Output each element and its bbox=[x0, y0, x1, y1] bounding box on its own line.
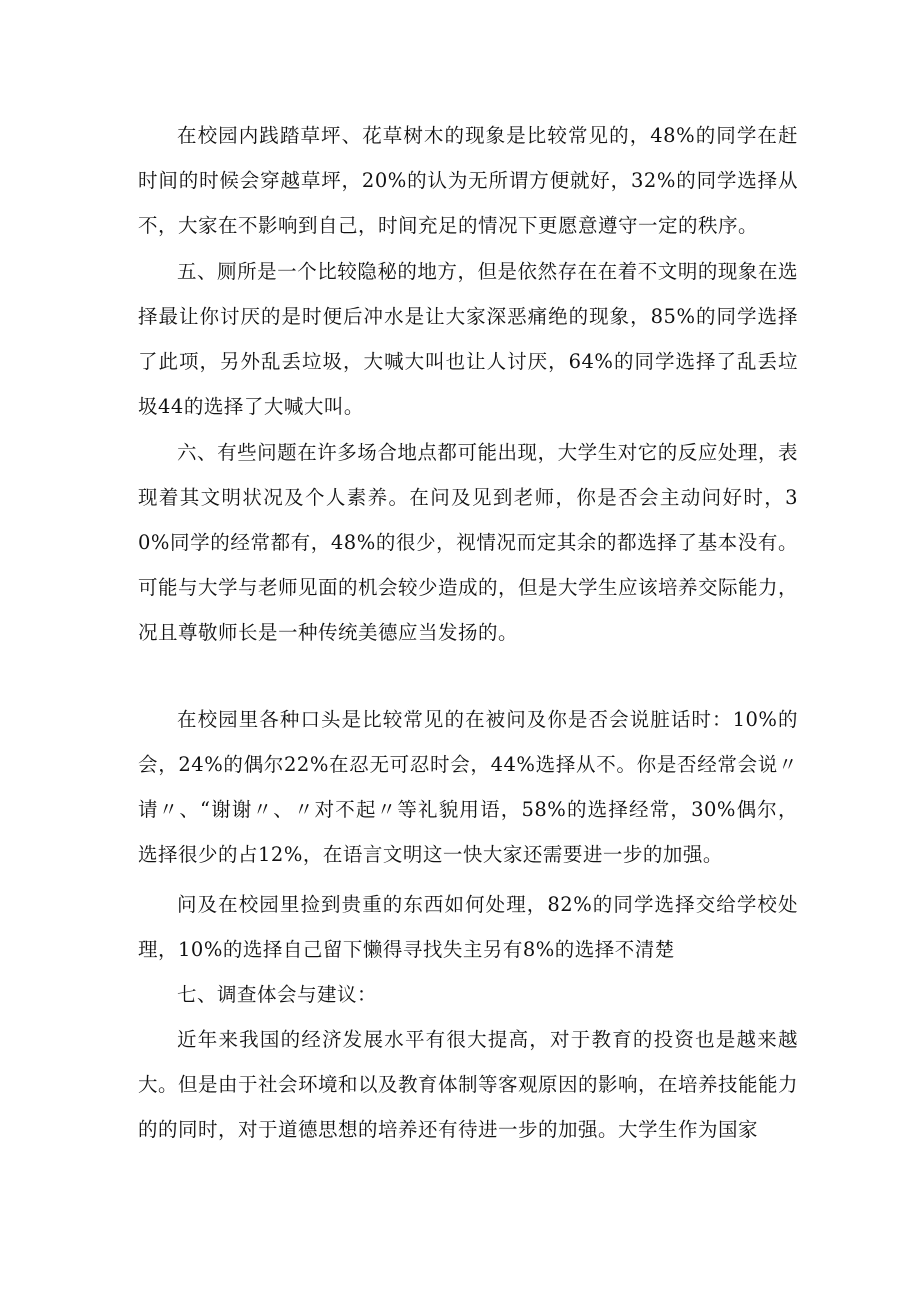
paragraph-section-5-restroom: 五、厕所是一个比较隐秘的地方，但是依然存在在着不文明的现象在选择最让你讨厌的是时便后冲水是让大家深恶痛绝的现象，85%的同学选择了此项，另外乱丢垃圾，大喊大叫也让人讨厌，64%的同学选择了乱丢垃圾44的选择了大喊大叫。 bbox=[138, 260, 798, 418]
heading-section-7: 七、调查体会与建议： bbox=[177, 983, 378, 1006]
paragraph-lost-property: 问及在校园里捡到贵重的东西如何处理，82%的同学选择交给学校处理，10%的选择自己留下懒得寻找失主另有8%的选择不清楚 bbox=[138, 893, 798, 961]
paragraph-section-6-teachers: 六、有些问题在许多场合地点都可能出现，大学生对它的反应处理，表现着其文明状况及个人素养。在问及见到老师，你是否会主动问好时，30%同学的经常都有，48%的很少，视情况而定其余的都选择了基本没有。可能与大学与老师见面的机会较少造成的，但是大学生应该培养交际能力，况且尊敬师长是一种传统美德应当发扬的。 bbox=[138, 441, 799, 644]
paragraph-lawn: 在校园内践踏草坪、花草树木的现象是比较常见的，48%的同学在赶时间的时候会穿越草坪，20%的认为无所谓方便就好，32%的同学选择从不，大家在不影响到自己，时间充足的情况下更愿意遵守一定的秩序。 bbox=[138, 124, 798, 237]
paragraph-language-civility: 在校园里各种口头是比较常见的在被问及你是否会说脏话时：10%的会，24%的偶尔22%在忍无可忍时会，44%选择从不。你是否经常会说〃请〃、“谢谢〃、〃对不起〃等礼貌用语，58%的选择经常，30%偶尔，选择很少的占12%，在语言文明这一快大家还需要进一步的加强。 bbox=[138, 708, 798, 866]
paragraph-section-7-body: 近年来我国的经济发展水平有很大提高，对于教育的投资也是越来越大。但是由于社会环境和以及教育体制等客观原因的影响，在培养技能能力的的同时，对于道德思想的培养还有待进一步的加强。大学生作为国家 bbox=[138, 1028, 799, 1141]
